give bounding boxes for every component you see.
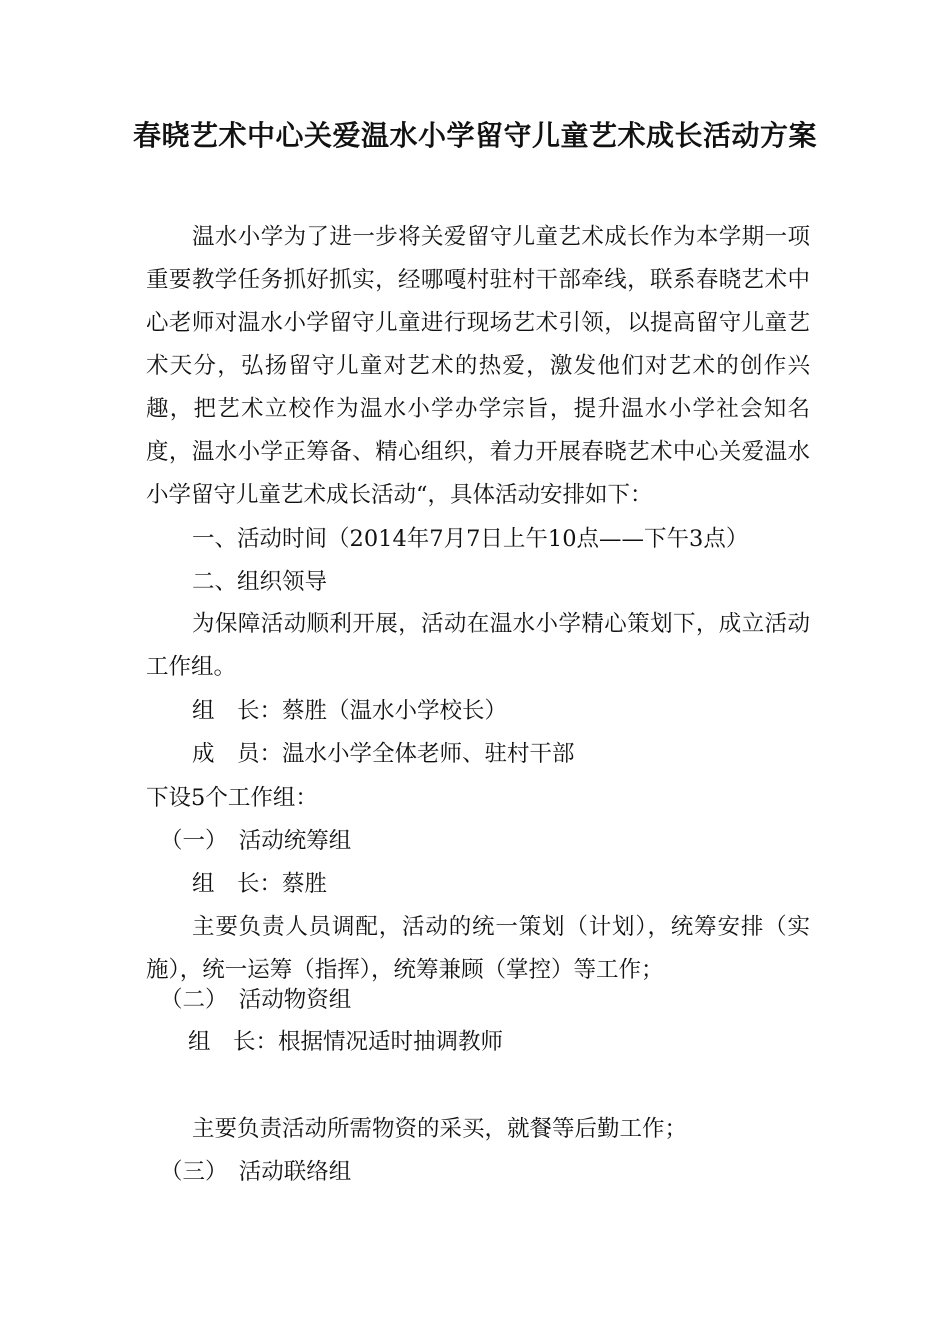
group2-duty: 主要负责活动所需物资的采买，就餐等后勤工作； xyxy=(192,1116,688,1142)
group1-leader: 组 长：蔡胜 xyxy=(192,871,328,897)
intro-paragraph: 温水小学为了进一步将关爱留守儿童艺术成长作为本学期一项重要教学任务抓好抓实，经哪嘎村驻村干部牵线，联系春晓艺术中心老师对温水小学留守儿童进行现场艺术引领，以提高留守儿童艺术天分，弘扬留守儿童对艺术的热爱，激发他们对艺术的创作兴趣，把艺术立校作为温水小学办学宗旨，提升温水小学社会知名度，温水小学正筹备、精心组织，着力开展春晓艺术中心关爱温水小学留守儿童艺术成长活动“，具体活动安排如下： xyxy=(146,224,810,508)
document-title: 春晓艺术中心关爱温水小学留守儿童艺术成长活动方案 xyxy=(132,119,817,152)
section-organization: 二、组织领导 xyxy=(192,569,328,595)
group-leader-line: 组 长：蔡胜（温水小学校长） xyxy=(192,698,508,724)
section-activity-time: 一、活动时间（2014年7月7日上午10点——下午3点） xyxy=(192,526,749,552)
subgroups-intro: 下设5个工作组： xyxy=(146,785,318,811)
group1-title: （一） 活动统筹组 xyxy=(160,828,352,854)
group-members-line: 成 员：温水小学全体老师、驻村干部 xyxy=(192,741,575,767)
organization-paragraph: 为保障活动顺利开展，活动在温水小学精心策划下，成立活动工作组。 xyxy=(146,611,810,680)
group1-duty: 主要负责人员调配，活动的统一策划（计划），统筹安排（实施），统一运筹（指挥），统筹兼顾（掌控）等工作； xyxy=(146,914,810,983)
group2-leader: 组 长：根据情况适时抽调教师 xyxy=(188,1029,504,1055)
group2-title: （二） 活动物资组 xyxy=(160,987,352,1013)
group3-title: （三） 活动联络组 xyxy=(160,1159,352,1185)
